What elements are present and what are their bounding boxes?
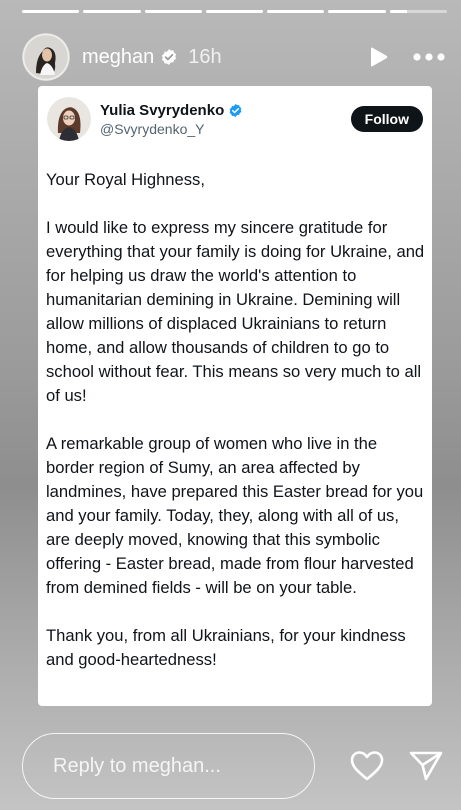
follow-button[interactable]: Follow [351, 106, 423, 132]
send-icon[interactable] [409, 750, 443, 782]
progress-segment [83, 10, 140, 13]
progress-segment [390, 10, 447, 13]
progress-segment [206, 10, 263, 13]
story-progress [22, 10, 447, 13]
tweet-author-name[interactable]: Yulia Svyrydenko [100, 101, 225, 119]
verified-badge-icon [228, 103, 243, 118]
avatar[interactable] [22, 33, 70, 81]
play-icon[interactable] [367, 46, 389, 68]
tweet-paragraph: Thank you, from all Ukrainians, for your kindness and good-heartedness! [46, 626, 406, 669]
tweet-author-handle[interactable]: @Svyrydenko_Y [100, 120, 205, 137]
story-header [22, 33, 445, 81]
progress-segment [22, 10, 79, 13]
story-timestamp: 16h [188, 45, 222, 68]
tweet-card [38, 86, 432, 706]
tweet-header [47, 96, 423, 142]
progress-segment [145, 10, 202, 13]
more-icon[interactable] [413, 52, 445, 62]
progress-segment [267, 10, 324, 13]
tweet-paragraph: A remarkable group of women who live in the border region of Sumy, an area affected by landmines, have prepared this Easter bread for you and your family. Today, they, along with all of us, are deeply moved, knowing that this symbolic offering - Easter bread, made from flour harvested from demined fields - will be on your table. [46, 434, 424, 597]
tweet-paragraph: Your Royal Highness, [46, 170, 205, 189]
tweet-author-avatar[interactable] [47, 97, 91, 141]
story-footer [22, 733, 443, 799]
heart-icon[interactable] [349, 750, 385, 782]
reply-input[interactable] [22, 733, 315, 799]
verified-badge-icon [160, 48, 178, 66]
tweet-paragraph: I would like to express my sincere gratitude for everything that your family is doing for Ukraine, and for helping us draw the world's attention to humanitarian demining in Ukraine. Demining will allow millions of displaced Ukrainians to return home, and allow thousands of children to go to school without fear. This means so very much to all of us! [46, 218, 425, 405]
progress-segment [328, 10, 385, 13]
reply-placeholder: Reply to meghan... [53, 754, 221, 777]
tweet-text [46, 168, 426, 696]
story-username[interactable]: meghan [82, 45, 155, 68]
